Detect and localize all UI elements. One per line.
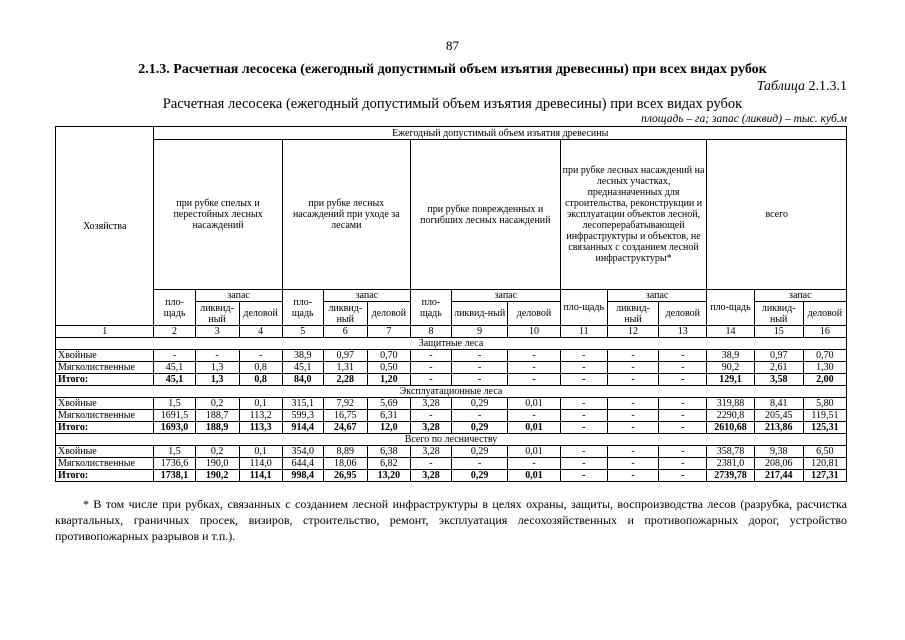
table-cell: - (659, 374, 707, 386)
table-cell: 1693,0 (154, 422, 195, 434)
header-stock: запас (754, 290, 846, 302)
table-cell: 26,95 (323, 470, 367, 482)
table-cell: - (508, 362, 560, 374)
header-area: пло-щадь (410, 290, 451, 326)
table-cell: 9,38 (754, 446, 803, 458)
table-cell: 0,01 (508, 470, 560, 482)
table-cell: - (508, 350, 560, 362)
table-cell: 2739,78 (707, 470, 754, 482)
table-cell: - (451, 410, 507, 422)
row-label: Хвойные (56, 350, 154, 362)
header-area: пло-щадь (707, 290, 754, 326)
table-cell: 16,75 (323, 410, 367, 422)
table-cell: 12,0 (367, 422, 410, 434)
row-label: Итого: (56, 422, 154, 434)
column-number: 10 (508, 326, 560, 338)
header-stock: запас (323, 290, 410, 302)
table-cell: 120,81 (803, 458, 846, 470)
table-cell: 129,1 (707, 374, 754, 386)
column-number: 7 (367, 326, 410, 338)
section-heading: 2.1.3. Расчетная лесосека (ежегодный допустимый объем изъятия древесины) при всех видах рубок (138, 62, 767, 77)
header-farms: Хозяйства (56, 127, 154, 326)
table-cell: - (560, 458, 607, 470)
table-row (56, 410, 847, 422)
table-cell: - (607, 374, 658, 386)
table-cell: 114,0 (239, 458, 282, 470)
table-cell: 1738,1 (154, 470, 195, 482)
table-cell: - (410, 374, 451, 386)
row-label: Мягколиственные (56, 362, 154, 374)
table-cell: - (560, 362, 607, 374)
column-number: 12 (607, 326, 658, 338)
table-cell: 7,92 (323, 398, 367, 410)
table-cell: - (560, 422, 607, 434)
table-cell: 190,0 (195, 458, 239, 470)
table-cell: 0,8 (239, 362, 282, 374)
footnote: * В том числе при рубках, связанных с созданием лесной инфраструктуры в целях охраны, защиты, воспроизводства лесов (разрубка, расчистка квартальных, граничных просек, визиров, строительство, ремонт, эксплуатация лесохозяйственных и противопожарных дорог, устройство противопожарных разрывов и т.п.). (55, 497, 847, 543)
column-number: 3 (195, 326, 239, 338)
table-cell: - (410, 410, 451, 422)
table-cell: - (410, 362, 451, 374)
table-cell: 45,1 (154, 362, 195, 374)
table-cell: - (659, 458, 707, 470)
table-cell: 5,69 (367, 398, 410, 410)
table-cell: - (154, 350, 195, 362)
table-cell: 0,2 (195, 446, 239, 458)
table-label (757, 79, 847, 95)
table-cell: - (607, 446, 658, 458)
table-row (56, 446, 847, 458)
page-number: 87 (446, 38, 459, 53)
table-cell: - (659, 362, 707, 374)
table-cell: 8,41 (754, 398, 803, 410)
table-cell: 2290,8 (707, 410, 754, 422)
header-stock: запас (195, 290, 282, 302)
table-cell: 0,01 (508, 446, 560, 458)
table-cell: 6,38 (367, 446, 410, 458)
table-cell: - (560, 410, 607, 422)
header-business: деловой (803, 302, 846, 326)
table-cell: 188,9 (195, 422, 239, 434)
column-number-row (56, 326, 847, 338)
column-number: 15 (754, 326, 803, 338)
section-row (56, 434, 847, 446)
table-cell: - (607, 350, 658, 362)
table-cell: 2,61 (754, 362, 803, 374)
header-annual: Ежегодный допустимый объем изъятия древесины (154, 127, 847, 140)
table-cell: 914,4 (282, 422, 323, 434)
table-cell: 0,70 (803, 350, 846, 362)
column-number: 5 (282, 326, 323, 338)
table-cell: - (659, 350, 707, 362)
table-cell: 1,30 (803, 362, 846, 374)
table-cell: 1,3 (195, 362, 239, 374)
header-business: деловой (659, 302, 707, 326)
table-cell: 24,67 (323, 422, 367, 434)
column-number: 16 (803, 326, 846, 338)
table-cell: 0,1 (239, 398, 282, 410)
row-label: Итого: (56, 374, 154, 386)
table-cell: - (560, 350, 607, 362)
section-title: Эксплуатационные леса (56, 386, 847, 398)
table-cell: 1736,6 (154, 458, 195, 470)
table-cell: 0,29 (451, 422, 507, 434)
table-cell: 114,1 (239, 470, 282, 482)
table-cell: 127,31 (803, 470, 846, 482)
header-group-care: при рубке лесных насаждений при уходе за лесами (282, 140, 410, 290)
header-liquid: ликвид-ный (451, 302, 507, 326)
header-business: деловой (508, 302, 560, 326)
table-cell: 0,50 (367, 362, 410, 374)
allowable-cut-table (55, 126, 847, 482)
table-cell: - (659, 422, 707, 434)
table-cell: 3,58 (754, 374, 803, 386)
table-cell: 0,1 (239, 446, 282, 458)
table-cell: 45,1 (282, 362, 323, 374)
table-cell: 90,2 (707, 362, 754, 374)
table-cell: 354,0 (282, 446, 323, 458)
table-cell: - (560, 398, 607, 410)
section-row (56, 386, 847, 398)
table-cell: 190,2 (195, 470, 239, 482)
table-cell: 38,9 (282, 350, 323, 362)
table-cell: 5,80 (803, 398, 846, 410)
table-cell: 2,28 (323, 374, 367, 386)
table-row (56, 362, 847, 374)
table-cell: 644,4 (282, 458, 323, 470)
header-liquid: ликвид-ный (323, 302, 367, 326)
table-label-word: Таблица (756, 79, 805, 94)
table-row (56, 398, 847, 410)
row-label: Хвойные (56, 398, 154, 410)
header-liquid: ликвид-ный (607, 302, 658, 326)
table-cell: 0,2 (195, 398, 239, 410)
table-cell: - (659, 410, 707, 422)
section-title: Всего по лесничеству (56, 434, 847, 446)
table-cell: - (607, 422, 658, 434)
table-cell: 6,31 (367, 410, 410, 422)
table-cell: 998,4 (282, 470, 323, 482)
table-cell: - (560, 446, 607, 458)
table-cell: 38,9 (707, 350, 754, 362)
table-cell: 6,82 (367, 458, 410, 470)
table-cell: 3,28 (410, 470, 451, 482)
table-cell: 0,8 (239, 374, 282, 386)
header-liquid: ликвид-ный (754, 302, 803, 326)
column-number: 6 (323, 326, 367, 338)
table-cell: - (607, 410, 658, 422)
table-cell: 1,5 (154, 446, 195, 458)
table-cell: - (659, 398, 707, 410)
table-cell: 113,2 (239, 410, 282, 422)
header-group-damaged: при рубке поврежденных и погибших лесных насаждений (410, 140, 560, 290)
table-cell: 3,28 (410, 422, 451, 434)
table-cell: 113,3 (239, 422, 282, 434)
table-cell: 0,29 (451, 398, 507, 410)
table-cell: - (451, 350, 507, 362)
table-cell: - (607, 470, 658, 482)
column-number: 11 (560, 326, 607, 338)
table-cell: 8,89 (323, 446, 367, 458)
row-label: Мягколиственные (56, 410, 154, 422)
table-cell: 0,29 (451, 446, 507, 458)
table-cell: 205,45 (754, 410, 803, 422)
table-cell: 0,01 (508, 398, 560, 410)
table-cell: 2381,0 (707, 458, 754, 470)
table-title: Расчетная лесосека (ежегодный допустимый объем изъятия древесины) при всех видах рубок (162, 96, 743, 112)
table-row (56, 458, 847, 470)
header-business: деловой (239, 302, 282, 326)
row-label: Итого: (56, 470, 154, 482)
header-business: деловой (367, 302, 410, 326)
table-cell: 1691,5 (154, 410, 195, 422)
table-label-number: 2.1.3.1 (808, 79, 847, 94)
table-cell: 125,31 (803, 422, 846, 434)
table-cell: 1,5 (154, 398, 195, 410)
table-cell: 3,28 (410, 446, 451, 458)
table-row (56, 470, 847, 482)
table-cell: 0,97 (323, 350, 367, 362)
table-cell: 18,06 (323, 458, 367, 470)
table-cell: 208,06 (754, 458, 803, 470)
table-cell: - (508, 410, 560, 422)
table-cell: 0,97 (754, 350, 803, 362)
table-cell: 0,70 (367, 350, 410, 362)
table-cell: - (659, 446, 707, 458)
table-cell: 2,00 (803, 374, 846, 386)
table-cell: 358,78 (707, 446, 754, 458)
table-cell: 84,0 (282, 374, 323, 386)
table-cell: - (451, 458, 507, 470)
column-number: 1 (56, 326, 154, 338)
table-row (56, 422, 847, 434)
row-label: Мягколиственные (56, 458, 154, 470)
header-liquid: ликвид-ный (195, 302, 239, 326)
column-number: 13 (659, 326, 707, 338)
table-cell: - (410, 350, 451, 362)
header-area: пло-щадь (560, 290, 607, 326)
table-cell: 319,88 (707, 398, 754, 410)
table-cell: 45,1 (154, 374, 195, 386)
table-row (56, 350, 847, 362)
table-cell: 1,3 (195, 374, 239, 386)
table-cell: - (560, 470, 607, 482)
section-title: Защитные леса (56, 338, 847, 350)
table-cell: 2610,68 (707, 422, 754, 434)
row-label: Хвойные (56, 446, 154, 458)
table-cell: - (607, 362, 658, 374)
header-group-mature: при рубке спелых и перестойных лесных насаждений (154, 140, 282, 290)
header-stock: запас (607, 290, 707, 302)
column-number: 2 (154, 326, 195, 338)
column-number: 9 (451, 326, 507, 338)
table-cell: 6,50 (803, 446, 846, 458)
section-row (56, 338, 847, 350)
table-cell: 188,7 (195, 410, 239, 422)
header-area: пло-щадь (154, 290, 195, 326)
table-cell: 1,20 (367, 374, 410, 386)
column-number: 8 (410, 326, 451, 338)
table-cell: - (607, 458, 658, 470)
table-cell: - (508, 458, 560, 470)
table-cell: 13,20 (367, 470, 410, 482)
table-cell: 217,44 (754, 470, 803, 482)
table-cell: 213,86 (754, 422, 803, 434)
table-cell: - (607, 398, 658, 410)
table-cell: 1,31 (323, 362, 367, 374)
table-cell: - (508, 374, 560, 386)
table-cell: - (410, 458, 451, 470)
table-cell: - (560, 374, 607, 386)
table-cell: 0,29 (451, 470, 507, 482)
table-cell: - (451, 362, 507, 374)
table-cell: - (659, 470, 707, 482)
table-cell: 119,51 (803, 410, 846, 422)
table-cell: - (239, 350, 282, 362)
table-cell: 599,3 (282, 410, 323, 422)
table-cell: 0,01 (508, 422, 560, 434)
column-number: 14 (707, 326, 754, 338)
table-cell: - (195, 350, 239, 362)
header-group-total: всего (707, 140, 847, 290)
column-number: 4 (239, 326, 282, 338)
table-cell: 315,1 (282, 398, 323, 410)
header-group-infrastructure: при рубке лесных насаждений на лесных участках, предназначенных для строительства, реконструкции и эксплуатации объектов лесной, лесоперерабатывающей инфраструктуры и объектов, не связанных с созданием лесной инфраструктуры* (560, 140, 707, 290)
header-stock: запас (451, 290, 560, 302)
table-units: площадь – га; запас (ликвид) – тыс. куб.м (641, 113, 847, 125)
table-cell: - (451, 374, 507, 386)
table-row (56, 374, 847, 386)
table-cell: 3,28 (410, 398, 451, 410)
header-area: пло-щадь (282, 290, 323, 326)
